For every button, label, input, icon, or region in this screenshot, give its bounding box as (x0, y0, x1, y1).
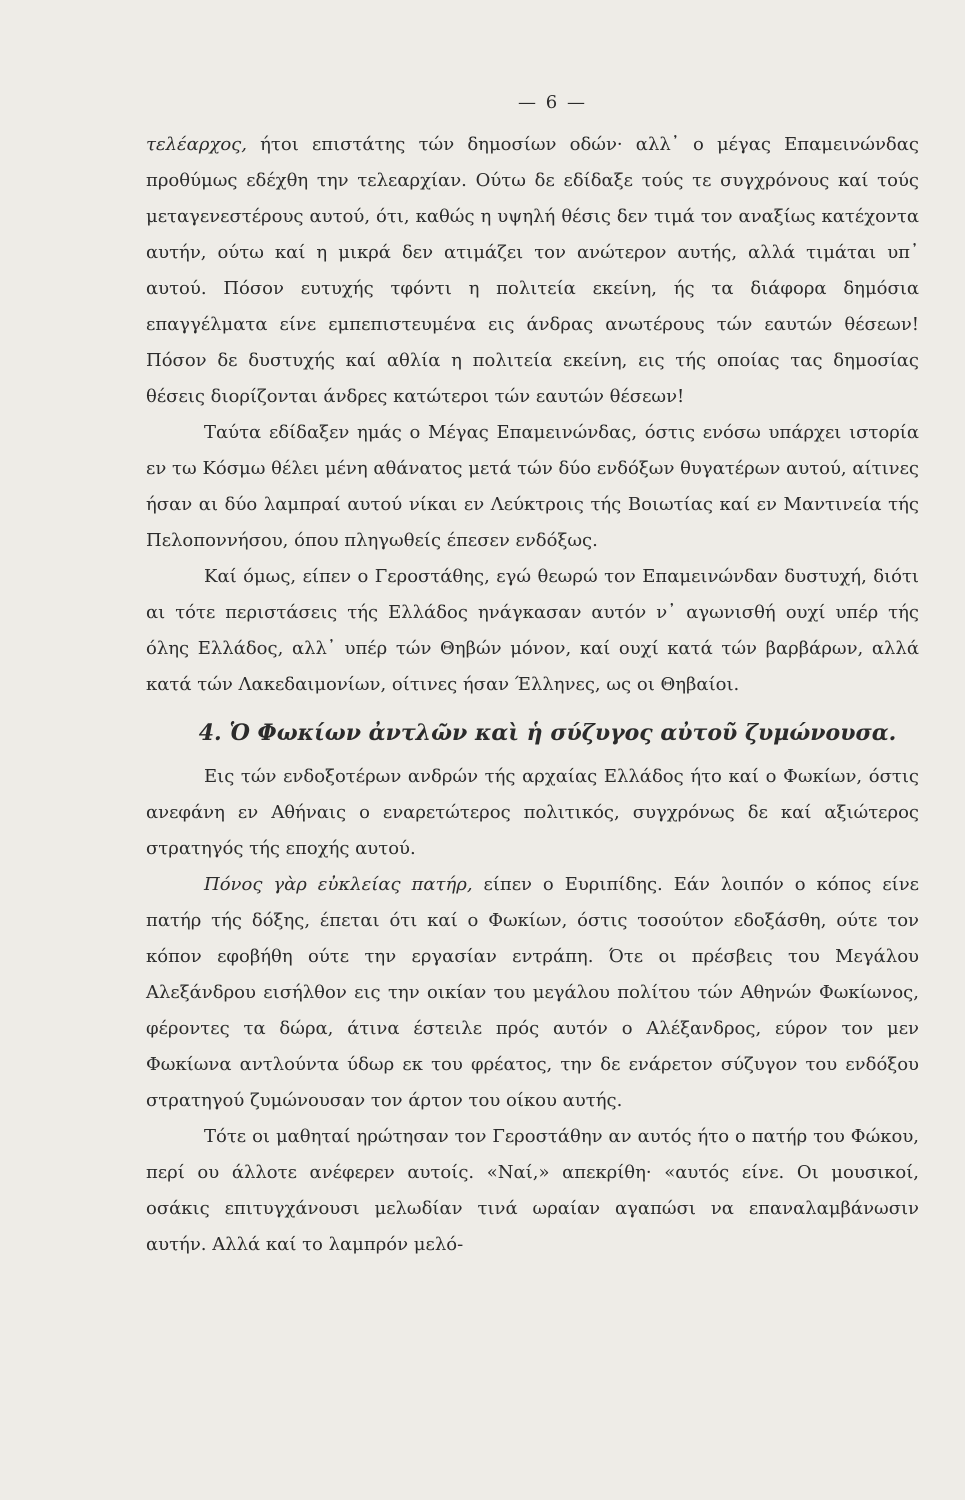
page-number: — 6 — (518, 92, 587, 113)
paragraph-1-text: ήτοι επιστάτης τών δημοσίων οδών· αλλ᾽ ο μέγας Επαμεινώνδας προθύμως εδέχθη την τελεαρχίαν. Ούτω δε εδίδαξε τούς τε συγχρόνους καί τούς μεταγενεστέρους αυτού, ότι, καθώς η υψηλή θέσις δεν τιμά τον αναξίως κατέχοντα αυτήν, ούτω καί η μικρά δεν ατιμάζει τον ανώτερον αυτής, αλλά τιμάται υπ᾽ αυτού. Πόσον ευτυχής τφόντι η πολιτεία εκείνη, ής τα διάφορα δημόσια επαγγέλματα είνε εμπεπιστευμένα εις άνδρας ανωτέρους τών εαυτών θέσεων! Πόσον δε δυστυχής καί αθλία η πολιτεία εκείνη, εις τής οποίας τας δημοσίας θέσεις διορίζονται άνδρες κατώτεροι τών εαυτών θέσεων! (146, 134, 919, 407)
paragraph-6 (146, 1119, 919, 1263)
paragraph-2-text: Ταύτα εδίδαξεν ημάς ο Μέγας Επαμεινώνδας, όστις ενόσω υπάρχει ιστορία εν τω Κόσμω θέλει μένη αθάνατος μετά τών δύο ενδόξων θυγατέρων αυτού, αίτινες ήσαν αι δύο λαμπραί αυτού νίκαι εν Λεύκτροις τής Βοιωτίας καί εν Μαντινεία τής Πελοποννήσου, όπου πληγωθείς έπεσεν ενδόξως. (146, 422, 919, 551)
paragraph-3-text: Καί όμως, είπεν ο Γεροστάθης, εγώ θεωρώ τον Επαμεινώνδαν δυστυχή, διότι αι τότε περιστάσεις τής Ελλάδος ηνάγκασαν αυτόν ν᾽ αγωνισθή ουχί υπέρ τής όλης Ελλάδος, αλλ᾽ υπέρ τών Θηβών μόνον, καί ουχί κατά τών βαρβάρων, αλλά κατά τών Λακεδαιμονίων, οίτινες ήσαν Έλληνες, ως οι Θηβαίοι. (146, 566, 919, 695)
paragraph-2 (146, 415, 919, 559)
paragraph-1 (146, 127, 919, 415)
paragraph-1-lead: τελέαρχος, (146, 134, 247, 155)
paragraph-5 (146, 867, 919, 1119)
paragraph-3 (146, 559, 919, 703)
paragraph-6-text: Τότε οι μαθηταί ηρώτησαν τον Γεροστάθην αν αυτός ήτο ο πατήρ του Φώκου, περί ου άλλοτε ανέφερεν αυτοίς. «Ναί,» απεκρίθη· «αυτός είνε. Οι μουσικοί, οσάκις επιτυγχάνουσι μελωδίαν τινά ωραίαν αγαπώσι να επαναλαμβάνωσιν αυτήν. Αλλά καί το λαμπρόν μελό- (146, 1126, 919, 1255)
paragraph-4-text: Εις τών ενδοξοτέρων ανδρών τής αρχαίας Ελλάδος ήτο καί ο Φωκίων, όστις ανεφάνη εν Αθήναις ο εναρετώτερος πολιτικός, συγχρόνως δε καί αξιώτερος στρατηγός τής εποχής αυτού. (146, 766, 919, 859)
paragraph-4 (146, 759, 919, 867)
paragraph-5-text: είπεν ο Ευριπίδης. Εάν λοιπόν ο κόπος είνε πατήρ τής δόξης, έπεται ότι καί ο Φωκίων, όστις τοσούτον εδοξάσθη, ούτε τον κόπον εφοβήθη ούτε την εργασίαν εντράπη. Ότε οι πρέσβεις του Μεγάλου Αλεξάνδρου εισήλθον εις την οικίαν του μεγάλου πολίτου τών Αθηνών Φωκίωνος, φέροντες τα δώρα, άτινα έστειλε πρός αυτόν ο Αλέξανδρος, εύρον τον μεν Φωκίωνα αντλούντα ύδωρ εκ του φρέατος, την δε ενάρετον σύζυγον του ενδόξου στρατηγού ζυμώνουσαν τον άρτον του οίκου αυτής. (146, 874, 919, 1111)
paragraph-5-lead: Πόνος γὰρ εὐκλείας πατήρ, (204, 874, 473, 895)
section-heading: 4. Ὁ Φωκίων ἀντλῶν καὶ ἡ σύζυγος αὐτοῦ ζυμώνουσα. (198, 720, 897, 746)
